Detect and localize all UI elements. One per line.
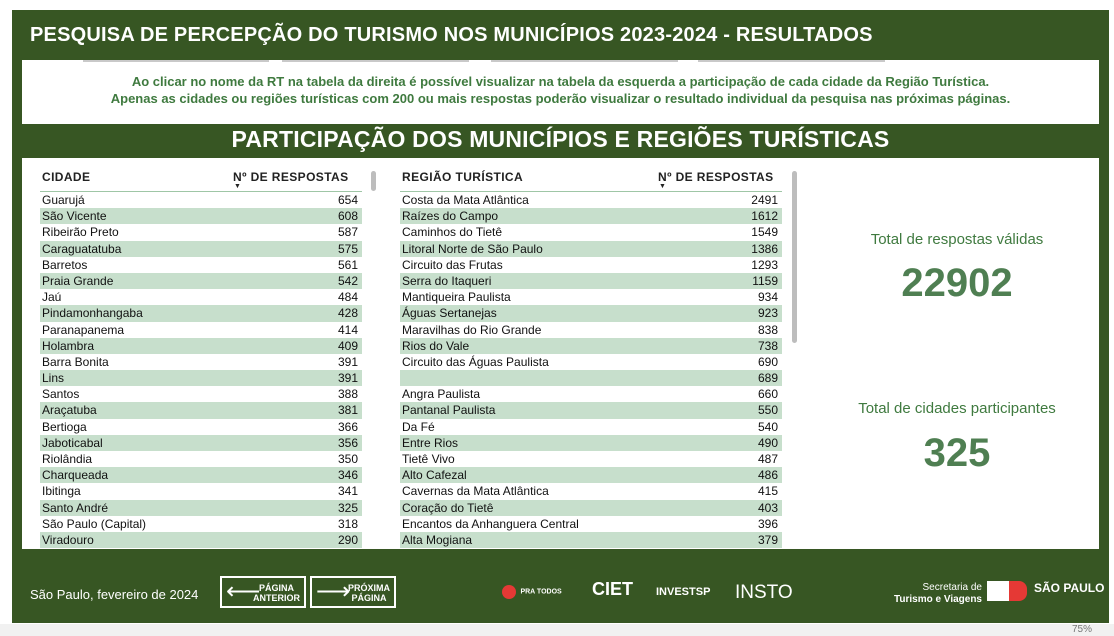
table-row[interactable] xyxy=(40,354,362,370)
table-row[interactable] xyxy=(400,354,782,370)
row-value: 391 xyxy=(337,354,358,369)
row-value: 923 xyxy=(757,306,778,321)
row-name: Jaú xyxy=(42,290,62,305)
page-tab[interactable] xyxy=(698,60,885,62)
row-name: Lins xyxy=(42,371,65,386)
regions-scrollbar[interactable] xyxy=(792,171,797,343)
row-value: 1159 xyxy=(752,273,778,288)
table-row[interactable] xyxy=(40,451,362,467)
table-row[interactable] xyxy=(400,192,782,208)
row-name: Entre Rios xyxy=(402,435,459,450)
row-value: 414 xyxy=(337,322,358,337)
row-name: Jaboticabal xyxy=(42,435,103,450)
row-name: Maravilhas do Rio Grande xyxy=(402,322,542,337)
row-value: 490 xyxy=(757,435,778,450)
row-value: 540 xyxy=(757,419,778,434)
sp-pra-todos-logo xyxy=(502,583,562,601)
row-value: 325 xyxy=(337,500,358,515)
row-value: 1549 xyxy=(751,225,778,240)
table-row[interactable] xyxy=(40,322,362,338)
previous-page-label-1: PÁGINA xyxy=(258,583,294,593)
row-value: 391 xyxy=(337,371,358,386)
row-name: Viradouro xyxy=(42,532,94,547)
col-header-respostas[interactable]: Nº DE RESPOSTAS xyxy=(233,170,349,184)
row-value: 388 xyxy=(337,387,358,402)
row-name: Riolândia xyxy=(42,452,93,466)
row-value: 403 xyxy=(757,500,778,515)
regions-table[interactable] xyxy=(400,168,782,548)
row-value: 318 xyxy=(337,516,358,531)
table-row[interactable] xyxy=(400,435,782,451)
row-name: Mantiqueira Paulista xyxy=(402,290,511,305)
table-row[interactable] xyxy=(40,532,362,548)
table-row[interactable] xyxy=(400,532,782,548)
row-value: 561 xyxy=(337,257,358,272)
report-frame xyxy=(12,10,1109,623)
row-name: Águas Sertanejas xyxy=(402,306,497,321)
row-name: Barretos xyxy=(42,257,88,272)
row-value: 366 xyxy=(337,419,358,434)
table-row[interactable] xyxy=(40,370,362,386)
row-name: Alto Cafezal xyxy=(402,468,467,483)
row-value: 379 xyxy=(757,532,778,547)
row-name: Bertioga xyxy=(42,419,87,434)
table-row[interactable] xyxy=(400,402,782,418)
table-row[interactable] xyxy=(400,370,782,386)
status-bar xyxy=(0,624,1114,636)
sp-flag-red xyxy=(1009,581,1027,601)
row-value: 1293 xyxy=(751,257,778,272)
table-row[interactable] xyxy=(40,289,362,305)
row-name: Pindamonhangaba xyxy=(42,306,143,321)
section-title: PARTICIPAÇÃO DOS MUNICÍPIOS E REGIÕES TURÍSTICAS xyxy=(231,126,890,152)
table-row[interactable] xyxy=(40,224,362,240)
table-row[interactable] xyxy=(40,500,362,516)
row-value: 486 xyxy=(757,468,778,483)
cities-scrollbar[interactable] xyxy=(371,171,376,191)
row-name: Alta Mogiana xyxy=(402,532,473,547)
row-value: 484 xyxy=(337,290,358,305)
table-row[interactable] xyxy=(400,338,782,354)
table-row[interactable] xyxy=(400,451,782,467)
row-name: Circuito das Águas Paulista xyxy=(402,354,549,369)
row-name: Ribeirão Preto xyxy=(42,225,119,240)
row-name: Praia Grande xyxy=(42,273,114,288)
row-name: Barra Bonita xyxy=(42,354,109,369)
info-line-2: Apenas as cidades ou regiões turísticas com 200 ou mais respostas poderão visualizar o resultado individual da pesquisa nas próximas páginas. xyxy=(110,91,1011,106)
row-name: Angra Paulista xyxy=(402,387,481,402)
row-value: 381 xyxy=(337,403,358,418)
arrow-left-icon: ⟵ xyxy=(226,578,261,605)
row-value: 654 xyxy=(337,193,358,207)
row-name: Cavernas da Mata Atlântica xyxy=(402,484,549,499)
table-row[interactable] xyxy=(400,241,782,257)
info-line-1: Ao clicar no nome da RT na tabela da direita é possível visualizar na tabela da esquerda a participação de cada cidade da Região Turística. xyxy=(131,74,990,89)
kpi-responses-label: Total de respostas válidas xyxy=(870,231,1044,248)
table-row[interactable] xyxy=(400,208,782,224)
kpi-responses-value: 22902 xyxy=(901,261,1013,305)
row-name: Rios do Vale xyxy=(402,338,470,353)
row-value: 428 xyxy=(337,306,358,321)
row-value: 1612 xyxy=(751,209,778,224)
row-name: Caraguatatuba xyxy=(42,241,122,256)
row-name: São Vicente xyxy=(42,209,107,224)
row-value: 415 xyxy=(757,484,778,499)
row-name: Tietê Vivo xyxy=(402,452,455,466)
table-row[interactable] xyxy=(40,305,362,321)
next-page-label-1: PRÓXIMA xyxy=(347,583,390,593)
table-row[interactable] xyxy=(400,483,782,499)
page-tab[interactable] xyxy=(282,60,469,62)
row-value: 575 xyxy=(337,241,358,256)
row-value: 550 xyxy=(757,403,778,418)
table-row[interactable] xyxy=(40,241,362,257)
table-row[interactable] xyxy=(400,386,782,402)
sort-desc-icon[interactable]: ▼ xyxy=(659,183,667,190)
table-row[interactable] xyxy=(40,192,362,208)
table-row[interactable] xyxy=(40,435,362,451)
row-value: 341 xyxy=(337,484,358,499)
col-header-regiao[interactable]: REGIÃO TURÍSTICA xyxy=(402,170,524,184)
next-page-label xyxy=(348,583,390,603)
next-page-label-2: PÁGINA xyxy=(351,593,387,603)
page-tab[interactable] xyxy=(83,60,269,62)
col-header-respostas[interactable]: Nº DE RESPOSTAS xyxy=(658,170,774,184)
table-row[interactable] xyxy=(400,257,782,273)
row-name: Encantos da Anhanguera Central xyxy=(402,516,579,531)
page-tab[interactable] xyxy=(491,60,678,62)
row-value: 1386 xyxy=(751,241,778,256)
table-row[interactable] xyxy=(400,289,782,305)
secretaria-text-2: Turismo e Viagens xyxy=(894,594,982,605)
row-value: 587 xyxy=(337,225,358,240)
row-name: São Paulo (Capital) xyxy=(42,516,147,531)
row-name: Ibitinga xyxy=(42,484,81,499)
footer-date: São Paulo, fevereiro de 2024 xyxy=(30,587,199,602)
ciet-logo: CIET xyxy=(592,579,634,599)
row-name: Santo André xyxy=(42,500,109,515)
cities-table[interactable] xyxy=(40,168,362,548)
row-value: 396 xyxy=(757,516,778,531)
table-row[interactable] xyxy=(400,273,782,289)
table-row[interactable] xyxy=(400,419,782,435)
previous-page-button[interactable] xyxy=(220,576,306,608)
previous-page-label-2: ANTERIOR xyxy=(253,593,300,603)
row-value: 542 xyxy=(337,273,358,288)
row-name: Guarujá xyxy=(42,193,85,207)
regions-table-body xyxy=(400,192,782,548)
row-name: Serra do Itaqueri xyxy=(402,273,492,288)
kpi-cities-label: Total de cidades participantes xyxy=(858,400,1056,417)
row-value: 838 xyxy=(757,322,778,337)
row-value: 346 xyxy=(337,468,358,483)
row-value: 689 xyxy=(757,371,778,386)
sort-desc-icon[interactable]: ▼ xyxy=(234,183,242,190)
table-row[interactable] xyxy=(400,305,782,321)
cities-table-header xyxy=(40,168,362,192)
page-tabs xyxy=(22,60,1099,63)
row-name: Da Fé xyxy=(402,419,435,434)
table-row[interactable] xyxy=(400,467,782,483)
content-panel xyxy=(22,158,1099,549)
secretaria-logo xyxy=(880,582,982,606)
row-name: Raízes do Campo xyxy=(402,209,499,224)
table-row[interactable] xyxy=(400,322,782,338)
col-header-cidade[interactable]: CIDADE xyxy=(42,170,91,184)
table-row[interactable] xyxy=(40,338,362,354)
table-row[interactable] xyxy=(40,419,362,435)
table-row[interactable] xyxy=(40,516,362,532)
row-name: Coração do Tietê xyxy=(402,500,494,515)
row-value: 2491 xyxy=(751,193,778,207)
table-row[interactable] xyxy=(40,483,362,499)
row-name: Litoral Norte de São Paulo xyxy=(402,241,543,256)
page-title: PESQUISA DE PERCEPÇÃO DO TURISMO NOS MUNICÍPIOS 2023-2024 - RESULTADOS xyxy=(30,24,873,46)
sao-paulo-logo: SÃO PAULO xyxy=(1034,581,1105,595)
regions-table-header xyxy=(400,168,782,192)
row-name: Holambra xyxy=(42,338,95,353)
row-value: 356 xyxy=(337,435,358,450)
row-name: Paranapanema xyxy=(42,322,125,337)
row-name: Costa da Mata Atlântica xyxy=(402,193,529,207)
row-value: 608 xyxy=(337,209,358,224)
row-name: Pantanal Paulista xyxy=(402,403,496,418)
row-value: 290 xyxy=(337,532,358,547)
table-row[interactable] xyxy=(40,257,362,273)
kpi-cities-value: 325 xyxy=(923,431,991,475)
table-row[interactable] xyxy=(400,224,782,240)
row-value: 660 xyxy=(757,387,778,402)
secretaria-text-1: Secretaria de xyxy=(922,582,982,593)
sp-flag-icon xyxy=(987,581,1009,601)
next-page-button[interactable] xyxy=(310,576,396,608)
table-row[interactable] xyxy=(40,467,362,483)
previous-page-label xyxy=(253,583,300,603)
row-value: 487 xyxy=(757,452,778,466)
arrow-right-icon: ⟶ xyxy=(316,578,351,605)
row-value: 350 xyxy=(337,452,358,466)
table-row[interactable] xyxy=(400,500,782,516)
sp-pra-todos-text: PRA TODOS xyxy=(520,588,562,596)
table-row[interactable] xyxy=(40,386,362,402)
row-name: Santos xyxy=(42,387,80,402)
investsp-logo: INVESTSP xyxy=(656,586,711,598)
insto-logo: INSTO xyxy=(735,582,793,603)
row-name: Araçatuba xyxy=(42,403,97,418)
zoom-level[interactable]: 75% xyxy=(1071,624,1092,635)
table-row[interactable] xyxy=(400,516,782,532)
row-value: 690 xyxy=(757,354,778,369)
row-name: Charqueada xyxy=(42,468,109,483)
table-row[interactable] xyxy=(40,402,362,418)
row-value: 934 xyxy=(757,290,778,305)
row-value: 738 xyxy=(757,338,778,353)
table-row[interactable] xyxy=(40,208,362,224)
cities-table-body xyxy=(40,192,362,548)
info-box xyxy=(22,60,1099,124)
table-row[interactable] xyxy=(40,273,362,289)
row-name: Circuito das Frutas xyxy=(402,257,503,272)
row-name: Caminhos do Tietê xyxy=(402,225,503,240)
pin-icon xyxy=(502,585,516,599)
row-value: 409 xyxy=(337,338,358,353)
